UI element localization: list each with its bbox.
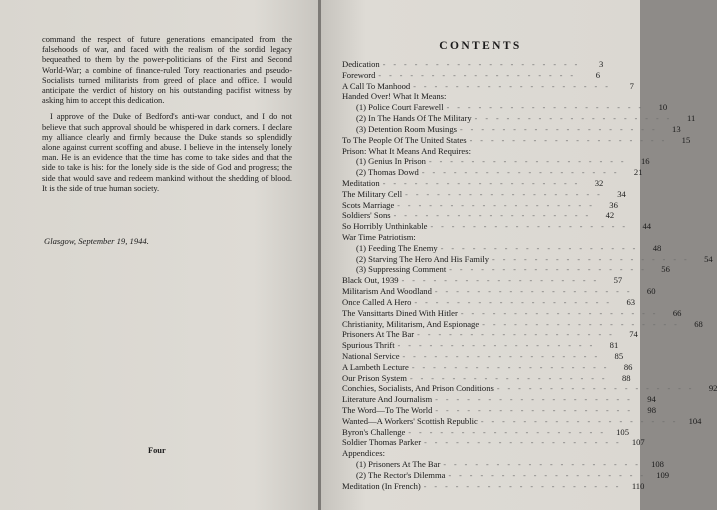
toc-entry-page: 60 bbox=[646, 286, 656, 297]
dedication-paragraph-1: command the respect of future generations emancipated from the falsehoods of war, and faced with the realism of the sordid legacy bequeathed to them by the power-politicians of the First and Second World-War; a combine of finance-ruled Tory reactionaries and pseudo-Socialists turned militarists from greed of place and office. I would anticipate the verdict of history on his outstanding pacifist witness by asking him to accept this dedication. bbox=[42, 35, 292, 106]
toc-entry-title: A Call To Manhood bbox=[342, 80, 411, 91]
toc-entry bbox=[342, 448, 600, 459]
toc-entry bbox=[342, 361, 633, 373]
toc-dot-leader: - - - - - - - - - - - - - - - - - - - bbox=[382, 178, 581, 188]
toc-dot-leader: - - - - - - - - - - - - - - - - - - - bbox=[393, 211, 592, 221]
toc-entry-title: Soldier Thomas Parker bbox=[342, 437, 422, 448]
toc-entry bbox=[342, 426, 629, 438]
toc-entry bbox=[342, 296, 636, 308]
toc-entry-title: To The People Of The United States bbox=[342, 134, 467, 145]
toc-dot-leader: - - - - - - - - - - - - - - - - - - - bbox=[440, 243, 639, 253]
toc-entry-page: 32 bbox=[594, 177, 604, 188]
toc-entry bbox=[342, 113, 696, 124]
toc-dot-leader: - - - - - - - - - - - - - - - - - - - bbox=[423, 481, 622, 491]
toc-entry-page: 63 bbox=[626, 296, 636, 307]
toc-entry-title: Prison: What It Means And Requires: bbox=[342, 145, 471, 156]
toc-entry-page: 36 bbox=[609, 199, 618, 210]
toc-entry-page: 15 bbox=[681, 134, 691, 145]
contents-heading: CONTENTS bbox=[439, 40, 522, 52]
toc-entry-page: 92 bbox=[708, 383, 717, 394]
toc-entry-title: Byron's Challenge bbox=[342, 426, 406, 437]
toc-entry-page: 94 bbox=[647, 394, 656, 405]
toc-entry-title: Soldiers' Sons bbox=[342, 210, 391, 221]
toc-dot-leader: - - - - - - - - - - - - - - - - - - - bbox=[417, 330, 615, 340]
toc-entry-title: Literature And Journalism bbox=[342, 394, 433, 405]
toc-entry-title: National Service bbox=[342, 350, 400, 361]
toc-entry-title: (1) Prisoners At The Bar bbox=[356, 459, 441, 470]
toc-dot-leader: - - - - - - - - - - - - - - - - - - - bbox=[382, 60, 581, 69]
toc-dot-leader: - - - - - - - - - - - - - - - - - - - bbox=[414, 297, 613, 307]
toc-dot-leader: - - - - - - - - - - - - - - - - - - - bbox=[496, 384, 695, 394]
toc-entry-title: Dedication bbox=[342, 59, 380, 69]
toc-entry-title: Handed Over! What It Means: bbox=[342, 91, 447, 102]
toc-dot-leader: - - - - - - - - - - - - - - - - - - - bbox=[413, 81, 611, 91]
toc-entry-title: (1) Police Court Farewell bbox=[356, 102, 444, 113]
toc-entry-page: 74 bbox=[629, 329, 638, 340]
toc-entry bbox=[342, 102, 668, 113]
toc-entry-page: 13 bbox=[672, 123, 681, 134]
toc-entry-title: Black Out, 1939 bbox=[342, 275, 399, 286]
toc-entry-page: 6 bbox=[595, 69, 600, 80]
toc-entry-title: So Horribly Unthinkable bbox=[342, 221, 428, 232]
toc-dot-leader: - - - - - - - - - - - - - - - - - - - bbox=[402, 351, 601, 361]
toc-entry-page: 104 bbox=[688, 415, 702, 426]
place-date-signature: Glasgow, September 19, 1944. bbox=[44, 236, 149, 246]
toc-entry-title: (3) Suppressing Comment bbox=[356, 264, 447, 275]
toc-entry-page: 105 bbox=[616, 426, 629, 437]
toc-entry-page: 42 bbox=[605, 210, 615, 221]
toc-dot-leader: - - - - - - - - - - - - - - - - - - - bbox=[469, 135, 668, 145]
toc-entry-title: (1) Genius In Prison bbox=[356, 156, 426, 167]
toc-entry-page: 108 bbox=[651, 459, 664, 470]
toc-dot-leader: - - - - - - - - - - - - - - - - - - - bbox=[460, 308, 659, 318]
toc-dot-leader: - - - - - - - - - - - - - - - - - - - bbox=[492, 254, 690, 264]
toc-entry bbox=[342, 318, 703, 330]
toc-dot-leader: - - - - - - - - - - - - - - - - - - - bbox=[482, 319, 680, 329]
toc-entry-page: 98 bbox=[647, 405, 657, 415]
toc-entry bbox=[342, 123, 681, 135]
toc-entry-title: Once Called A Hero bbox=[342, 296, 412, 307]
toc-dot-leader: - - - - - - - - - - - - - - - - - - - bbox=[430, 222, 629, 232]
page-number-four: Four bbox=[148, 446, 166, 455]
toc-entry-page: 88 bbox=[621, 372, 631, 383]
toc-entry-title: Prisoners At The Bar bbox=[342, 329, 415, 340]
toc-entry bbox=[342, 167, 643, 178]
toc-entry-page: 54 bbox=[704, 253, 713, 264]
toc-entry bbox=[342, 59, 604, 70]
toc-entry bbox=[342, 437, 645, 448]
toc-entry bbox=[342, 253, 713, 265]
toc-entry-page: 48 bbox=[652, 242, 662, 253]
toc-entry-page: 16 bbox=[640, 156, 650, 167]
toc-entry-title: Conchies, Socialists, And Prison Conditions bbox=[342, 383, 494, 394]
toc-entry-title: (3) Detention Room Musings bbox=[356, 123, 457, 134]
toc-entry bbox=[342, 383, 717, 394]
toc-dot-leader: - - - - - - - - - - - - - - - - - - - bbox=[424, 438, 622, 448]
toc-entry-page: 57 bbox=[613, 275, 623, 286]
toc-entry bbox=[342, 242, 662, 254]
toc-dot-leader: - - - - - - - - - - - - - - - - - - - bbox=[435, 406, 634, 415]
toc-entry bbox=[342, 405, 657, 416]
toc-entry-page: 107 bbox=[631, 437, 645, 448]
toc-dot-leader: - - - - - - - - - - - - - - - - - - - bbox=[397, 341, 596, 351]
toc-entry bbox=[342, 329, 638, 340]
toc-entry-title: Meditation bbox=[342, 177, 380, 188]
toc-entry-title: Militarism And Woodland bbox=[342, 286, 432, 297]
toc-entry-page: 110 bbox=[631, 480, 645, 491]
toc-entry bbox=[342, 232, 600, 243]
toc-dot-leader: - - - - - - - - - - - - - - - - - - - bbox=[378, 70, 577, 80]
toc-entry bbox=[342, 394, 656, 405]
toc-entry-page: 7 bbox=[629, 80, 634, 91]
toc-entry-page: 34 bbox=[617, 188, 626, 199]
toc-entry bbox=[342, 372, 631, 384]
toc-entry-page: 56 bbox=[661, 264, 670, 275]
toc-entry bbox=[342, 177, 604, 189]
toc-dot-leader: - - - - - - - - - - - - - - - - - - - bbox=[397, 200, 595, 210]
toc-entry bbox=[342, 286, 656, 297]
toc-entry bbox=[342, 156, 650, 167]
toc-entry-page: 85 bbox=[614, 350, 624, 361]
toc-entry bbox=[342, 264, 670, 275]
toc-entry-title: Christianity, Militarism, And Espionage bbox=[342, 318, 480, 329]
toc-entry-title: (2) The Rector's Dilemma bbox=[356, 469, 446, 480]
toc-dot-leader: - - - - - - - - - - - - - - - - - - - bbox=[405, 189, 603, 199]
toc-dot-leader: - - - - - - - - - - - - - - - - - - - bbox=[459, 124, 658, 134]
dedication-text bbox=[42, 35, 292, 200]
toc-entry bbox=[342, 275, 623, 286]
toc-entry-title: War Time Patriotism: bbox=[342, 232, 416, 242]
toc-entry bbox=[342, 134, 691, 146]
dedication-paragraph-2: I approve of the Duke of Bedford's anti-war conduct, and I do not believe that such approval should be whispered in dark corners. I declare my alliance clearly and firmly because the Duke stands so splendidly alone against current scoffing and abuse. I believe in the intensely lonely man. He is an evidence that the time has come to take sides and that the side to take is his: for the lonely side is the side of God and progress; the side that would save and redeem mankind without the shedding of blood. It is the side of true human society. bbox=[42, 112, 292, 193]
toc-entry-title: The Vansittarts Dined With Hitler bbox=[342, 307, 458, 318]
toc-dot-leader: - - - - - - - - - - - - - - - - - - - bbox=[434, 287, 633, 297]
toc-entry-title: Foreword bbox=[342, 69, 376, 80]
toc-dot-leader: - - - - - - - - - - - - - - - - - - - bbox=[448, 470, 647, 480]
toc-entry-page: 10 bbox=[658, 102, 668, 113]
toc-entry-title: Meditation (In French) bbox=[342, 480, 421, 491]
toc-entry bbox=[342, 70, 600, 81]
toc-entry-title: Wanted—A Workers' Scottish Republic bbox=[342, 415, 478, 426]
toc-entry-title: The Word—To The World bbox=[342, 405, 433, 415]
toc-entry bbox=[342, 340, 619, 351]
toc-entry-page: 109 bbox=[656, 469, 670, 480]
toc-entry bbox=[342, 221, 652, 232]
toc-entry-title: Scots Marriage bbox=[342, 199, 395, 210]
toc-entry bbox=[342, 469, 670, 481]
toc-entry-title: (1) Feeding The Enemy bbox=[356, 242, 438, 253]
toc-entry bbox=[342, 146, 600, 157]
toc-dot-leader: - - - - - - - - - - - - - - - - - - - bbox=[409, 373, 608, 383]
toc-entry-title: A Lambeth Lecture bbox=[342, 361, 409, 372]
toc-dot-leader: - - - - - - - - - - - - - - - - - - - bbox=[474, 114, 673, 124]
toc-entry-page: 81 bbox=[609, 340, 619, 351]
toc-entry bbox=[342, 80, 634, 92]
toc-entry bbox=[342, 91, 600, 102]
toc-dot-leader: - - - - - - - - - - - - - - - - - - - bbox=[421, 168, 620, 178]
toc-entry bbox=[342, 415, 702, 427]
toc-entry-title: Appendices: bbox=[342, 448, 385, 459]
toc-dot-leader: - - - - - - - - - - - - - - - - - - - bbox=[411, 362, 610, 372]
toc-entry bbox=[342, 307, 682, 319]
toc-entry-page: 11 bbox=[687, 113, 696, 124]
toc-entry-page: 68 bbox=[694, 318, 703, 329]
toc-entry bbox=[342, 480, 645, 492]
toc-dot-leader: - - - - - - - - - - - - - - - - - - - bbox=[449, 265, 647, 275]
toc-entry bbox=[342, 210, 615, 221]
toc-entry-title: (2) In The Hands Of The Military bbox=[356, 113, 472, 124]
toc-dot-leader: - - - - - - - - - - - - - - - - - - - bbox=[480, 416, 679, 426]
toc-dot-leader: - - - - - - - - - - - - - - - - - - - bbox=[435, 395, 633, 405]
toc-entry bbox=[342, 188, 626, 200]
toc-entry bbox=[342, 459, 664, 470]
toc-entry-title: (2) Thomas Dowd bbox=[356, 167, 419, 178]
toc-entry-title: (2) Starving The Hero And His Family bbox=[356, 253, 490, 264]
toc-dot-leader: - - - - - - - - - - - - - - - - - - - bbox=[443, 460, 641, 470]
toc-entry-page: 44 bbox=[642, 221, 652, 232]
toc-dot-leader: - - - - - - - - - - - - - - - - - - - bbox=[408, 427, 606, 437]
toc-entry-title: The Military Cell bbox=[342, 188, 403, 199]
toc-dot-leader: - - - - - - - - - - - - - - - - - - - bbox=[428, 157, 627, 167]
toc-entry-page: 21 bbox=[633, 167, 643, 178]
toc-dot-leader: - - - - - - - - - - - - - - - - - - - bbox=[401, 276, 600, 286]
toc-entry bbox=[342, 350, 624, 362]
toc-dot-leader: - - - - - - - - - - - - - - - - - - - bbox=[446, 103, 645, 113]
toc-entry-page: 3 bbox=[599, 59, 604, 69]
toc-entry bbox=[342, 199, 618, 211]
toc-entry-title: Spurious Thrift bbox=[342, 340, 395, 351]
toc-entry-page: 86 bbox=[623, 361, 633, 372]
table-of-contents bbox=[342, 59, 717, 492]
toc-entry-title: Our Prison System bbox=[342, 372, 407, 383]
toc-entry-page: 66 bbox=[672, 307, 682, 318]
